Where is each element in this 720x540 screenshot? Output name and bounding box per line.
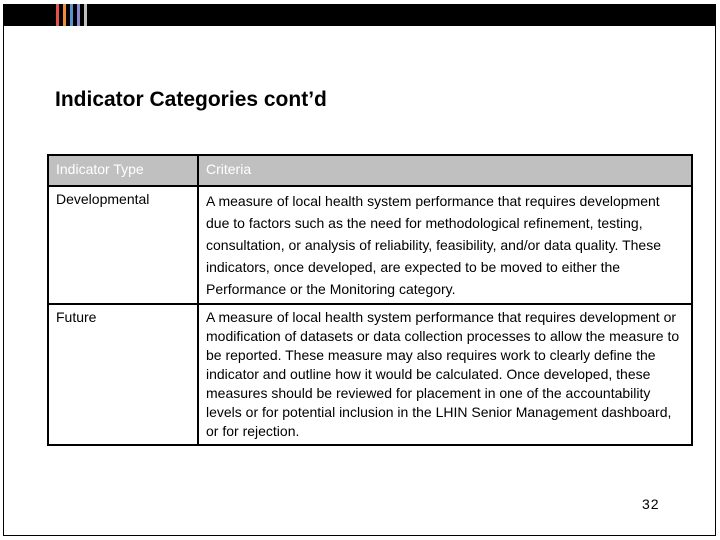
stripe: [70, 4, 73, 26]
stripe: [77, 4, 80, 26]
row-type: Future: [48, 304, 198, 445]
row-type: Developmental: [48, 186, 198, 304]
page-number: 32: [642, 496, 660, 512]
table-header-row: [48, 155, 692, 186]
table-row: [48, 186, 692, 304]
stripe: [63, 4, 66, 26]
top-bar: [3, 4, 716, 26]
stripe: [84, 4, 87, 26]
header-indicator-type: Indicator Type: [48, 155, 198, 186]
indicator-table: [47, 154, 693, 446]
row-criteria: A measure of local health system performance that requires development due to factors such as the need for methodological refinement, testing, consultation, or analysis of reliability, feasibility, and/or data quality. These indicators, once developed, are expected to be moved to either the Performance or the Monitoring category.: [198, 186, 692, 304]
slide-title: Indicator Categories cont’d: [55, 88, 327, 111]
header-criteria: Criteria: [198, 155, 692, 186]
stripe: [56, 4, 59, 26]
table-row: [48, 304, 692, 445]
row-criteria: A measure of local health system performance that requires development or modification of datasets or data collection processes to allow the measure to be reported. These measure may also requires work to clearly define the indicator and outline how it would be calculated. Once developed, these measures should be reviewed for placement in one of the accountability levels or for potential inclusion in the LHIN Senior Management dashboard, or for rejection.: [198, 304, 692, 445]
